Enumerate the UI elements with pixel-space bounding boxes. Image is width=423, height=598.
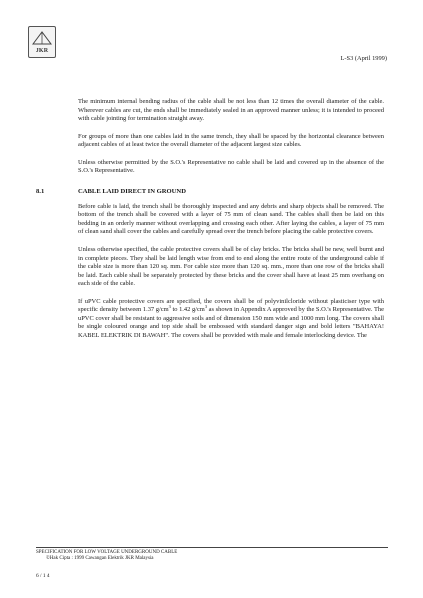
logo-emblem-icon	[31, 30, 53, 46]
page-number: 6 / 1 4	[36, 573, 50, 579]
document-reference: L-S3 (April 1999)	[340, 55, 387, 62]
section-heading	[36, 187, 384, 195]
paragraph-cable-spacing: For groups of more than one cables laid in the same trench, they shall be spaced by the horizontal clearance between adjacent cables of at least twice the overall diameter of the adjacent largest size cables.	[78, 132, 384, 149]
section-number: 8.1	[36, 187, 45, 195]
logo-text: JKR	[35, 48, 49, 54]
paragraph-bending-radius: The minimum internal bending radius of the cable shall be not less than 12 times the overall diameter of the cable. Wherever cables are cut, the ends shall be immediately sealed in an approved manner unless; it is intended to proceed with cable jointing for termination straight away.	[78, 98, 384, 123]
jkr-logo	[28, 26, 56, 58]
paragraph-upvc-covers: If uPVC cable protective covers are specified, the covers shall be of polyvinilcloride without plasticiser type with specific density between 1.37 $g/cm^3$ to 1.42 $g/cm^3$ as shown in Appendix A approved by the S.O.'s Representative. The uPVC cover shall be resistant to aggressive soils and of dimension 150 mm wide and 1000 mm long. The covers shall be single coloured orange and top side shall be embossed with standard danger sign and bold letters "BAHAYA! KABEL ELEKTRIK DI BAWAH". The covers shall be provided with male and female interlocking device. The	[78, 297, 385, 339]
paragraph-trench-preparation: Before cable is laid, the trench shall be thoroughly inspected and any debris and sharp objects shall be removed. The bottom of the trench shall be covered with a layer of 75 mm of clean sand. The cables shall then be laid on this bedding in an orderly manner without overlapping and crossing each other. After laying the cables, a layer of 75 mm of clean sand shall cover the cables and carefully spread over the trench before placing the cable protective covers.	[78, 202, 384, 236]
footer-title: SPECIFICATION FOR LOW VOLTAGE UNDERGROUND CABLE	[36, 550, 178, 555]
paragraph-clay-bricks: Unless otherwise specified, the cable protective covers shall be of clay bricks. The bricks shall be new, well burnt and in complete pieces. They shall be laid length wise from end to end along the entire route of the underground cable if the cable size is more than 120 sq. mm. For cable size more than 120 sq. mm., more than one row of the bricks shall be laid. Each cable shall be separately protected by these bricks and the cover shall have at least 25 mm overhang on each side of the cable.	[78, 246, 384, 288]
paragraph-so-representative: Unless otherwise permitted by the S.O.'s Representative no cable shall be laid and covered up in the absence of the S.O.'s Representative.	[78, 158, 384, 175]
footer	[36, 550, 388, 563]
section-title: CABLE LAID DIRECT IN GROUND	[78, 187, 186, 195]
footer-divider	[36, 547, 388, 548]
document-body	[36, 98, 385, 349]
footer-copyright: ©Hak Cipta : 1999 Cawangan Elektrik JKR Malaysia	[46, 556, 154, 562]
